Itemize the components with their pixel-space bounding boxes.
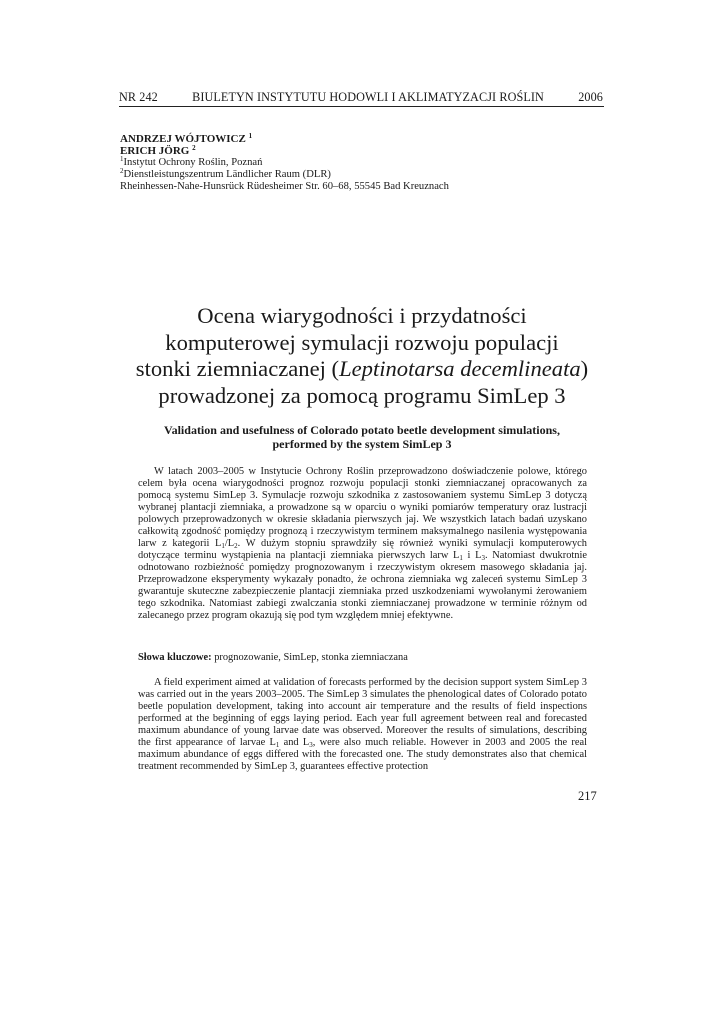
english-title-line-1: Validation and usefulness of Colorado potato beetle development simulations,	[164, 423, 560, 437]
running-header	[119, 90, 603, 105]
title-line-1: Ocena wiarygodności i przydatności	[197, 303, 527, 328]
abstract-en-text-2: and L	[279, 737, 310, 748]
affiliation-1	[120, 157, 600, 169]
affiliation-2-text: Dienstleistungszentrum Ländlicher Raum (DLR)	[123, 169, 331, 181]
abstract-pl-sub-3: 1	[459, 554, 463, 562]
title-line-3-post: )	[580, 356, 589, 381]
abstract-polish	[138, 466, 587, 622]
keywords-text: prognozowanie, SimLep, stonka ziemniaczana	[211, 652, 408, 663]
keywords	[138, 652, 587, 664]
affiliation-2-address: Rheinhessen-Nahe-Hunsrück Rüdesheimer Str. 60–68, 55545 Bad Kreuznach	[120, 180, 449, 192]
page-number: 217	[578, 789, 597, 803]
title-line-3-pre: stonki ziemniaczanej (	[135, 356, 340, 381]
issue-number: NR 242	[119, 90, 158, 104]
species-name: Leptinotarsa decemlineata	[339, 356, 581, 381]
english-title-line-2: performed by the system SimLep 3	[272, 437, 452, 452]
affiliation-2	[120, 169, 600, 181]
author-2	[120, 143, 600, 158]
english-title	[110, 423, 614, 452]
abstract-en-sub-1: 1	[275, 741, 280, 749]
abstract-pl-sub-4: 3	[481, 554, 485, 562]
abstract-pl-sub-1: 1	[221, 542, 225, 550]
author-1-sup: 1	[248, 132, 253, 140]
journal-name: BIULETYN INSTYTUTU HODOWLI I AKLIMATYZACJI ROŚLIN	[192, 90, 544, 104]
abstract-pl-text-2: /L	[224, 538, 235, 549]
abstract-english	[138, 677, 587, 773]
author-2-sup: 2	[192, 143, 196, 152]
abstract-en-sub-2: 3	[309, 741, 313, 749]
abstract-pl-sub-2: 2	[234, 542, 238, 550]
abstract-en-text-3: , were also much reliable. However in 2003 and 2005 the real maximum abundance of eggs differed with the forecasted one. The study demonstrates also that chemical treatment recommended by SimLep 3, guarantees effective protection	[138, 737, 587, 772]
abstract-pl-text-1: W latach 2003–2005 w Instytucie Ochrony Roślin przeprowadzono doświadczenie polowe, którego celem była ocena wiarygodności prognoz rozwoju populacji stonki ziemniaczanej opracowanych za pomocą systemu SimLep 3. Symulacje rozwoju szkodnika z zastosowaniem systemu SimLep 3 dotyczą wybranej plantacji ziemniaka, a prowadzone są w oparciu o wyniki pomiarów temperatury oraz lustracji polowych przeprowadzonych w okresie składania pierwszych jaj. We wszystkich latach badań uzyskano całkowitą zgodność pomiędzy prognozą i rzeczywistym terminem maksymalnego nasilenia występowania larw z kategorii L	[138, 466, 587, 549]
title-line-2: komputerowej symulacji rozwoju populacji	[165, 329, 559, 355]
paper-title	[110, 303, 614, 409]
keywords-label: Słowa kluczowe:	[138, 652, 212, 663]
title-line-3	[110, 356, 614, 383]
title-line-4: prowadzonej za pomocą programu SimLep 3	[158, 382, 566, 408]
affiliation-2-sup: 2	[120, 167, 124, 176]
header-rule	[119, 106, 604, 107]
author-2-name: ERICH JÖRG	[120, 144, 190, 157]
affiliation-1-sup: 1	[120, 155, 124, 164]
publication-year: 2006	[578, 90, 603, 104]
abstract-pl-text-3: . W dużym stopniu sprawdziły się również wyniki symulacji komputerowych dotyczące terminu wystąpienia na plantacji ziemniaka pierwszych larw L	[138, 538, 587, 561]
abstract-pl-text-4: i L	[462, 550, 482, 561]
affiliation-1-text: Instytut Ochrony Roślin, Poznań	[123, 157, 263, 169]
abstract-en-text-1: A field experiment aimed at validation of forecasts performed by the decision support system SimLep 3 was carried out in the years 2003–2005. The SimLep 3 simulates the phenological dates of Colorado potato beetle population development, taking into account air temperature and the results of field inspections performed at the beginning of eggs laying period. Each year full agreement between real and forecasted maximum abundance of young larvae date was observed. Moreover the results of simulations, describing the first appearance of larvae L	[138, 677, 587, 748]
abstract-pl-text-5: . Natomiast dwukrotnie odnotowano rozbieżność pomiędzy prognozowanym i rzeczywistym okresem masowego składania jaj. Przeprowadzone eksperymenty wykazały ponadto, że ochrona ziemniaka wg zaleceń systemu SimLep 3 gwarantuje skuteczne zabezpieczenie plantacji ziemniaka przed uszkodzeniami wywołanymi żerowaniem tego szkodnika. Natomiast zabiegi zwalczania stonki ziemniaczanej prowadzone w terminie różnym od zalecanego przez program okazują się pod tym względem mniej efektywne.	[138, 550, 587, 621]
author-1-name: ANDRZEJ WÓJTOWICZ	[120, 133, 246, 145]
author-block	[120, 134, 600, 193]
